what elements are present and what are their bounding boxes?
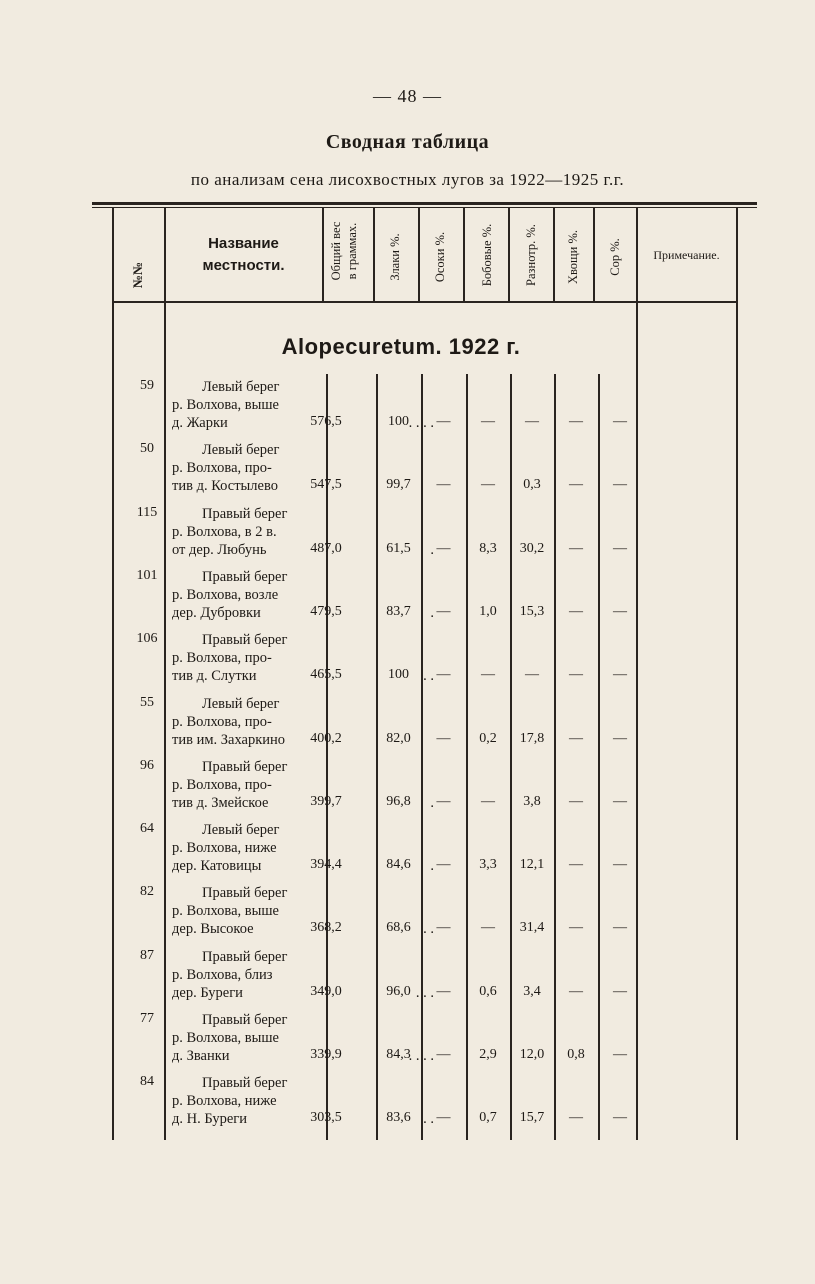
location-line1: Левый берег xyxy=(202,695,280,712)
location-line1: Правый берег xyxy=(202,505,288,522)
location-line3-text: тив им. Захаркино xyxy=(172,731,286,748)
value-horsetails: — xyxy=(569,603,583,619)
value-legumes: 0,2 xyxy=(479,730,497,746)
location-line1: Правый берег xyxy=(202,758,288,775)
value-horsetails: — xyxy=(569,477,583,493)
column-divider xyxy=(553,207,555,303)
value-sedges: — xyxy=(436,1110,451,1126)
value-sedges: — xyxy=(436,414,451,429)
location-line3-text: тив д. Костылево xyxy=(172,478,278,495)
value-sedges: — xyxy=(436,1047,451,1062)
column-divider xyxy=(593,207,595,303)
value-grasses: 83,6 xyxy=(386,1110,411,1126)
value-weight: 349,0 xyxy=(310,983,342,999)
location-line3-dots: . . xyxy=(423,921,434,938)
location-line3-text: тив д. Слутки xyxy=(172,668,257,685)
table-row xyxy=(112,1074,752,1136)
table-title: Сводная таблица xyxy=(325,131,490,153)
location-line2: р. Волхова, ниже xyxy=(172,1093,277,1110)
row-number: 96 xyxy=(140,757,154,773)
value-weight: 339,9 xyxy=(310,1047,342,1062)
location-line2: р. Волхова, возле xyxy=(172,586,279,603)
location-line2: р. Волхова, про- xyxy=(172,776,272,793)
row-number: 84 xyxy=(140,1074,154,1090)
value-sedges: — xyxy=(436,793,451,809)
value-forbs: 15,7 xyxy=(519,1110,545,1126)
location-line1: Левый берег xyxy=(202,379,280,395)
location-line3-text: дер. Буреги xyxy=(172,984,243,1001)
header-legumes: Бобовые %. xyxy=(480,223,494,287)
table-row xyxy=(112,948,752,1010)
value-weeds: — xyxy=(613,793,627,809)
section-title: Alopecuretum. 1922 г. xyxy=(281,334,521,359)
value-weight: 400,2 xyxy=(310,730,342,746)
value-horsetails: — xyxy=(569,730,583,746)
value-forbs: 30,2 xyxy=(519,540,545,556)
location-line2: р. Волхова, выше xyxy=(172,397,279,413)
location-line3-text: д. Н. Буреги xyxy=(172,1111,247,1128)
value-weight: 368,2 xyxy=(310,920,342,936)
column-divider xyxy=(322,207,324,303)
value-sedges: — xyxy=(436,667,451,683)
location-line2: р. Волхова, про- xyxy=(172,650,272,667)
location-line2: р. Волхова, про- xyxy=(172,460,272,477)
value-horsetails: — xyxy=(569,983,583,999)
header-forbs: Разнотр. %. xyxy=(524,224,538,286)
value-sedges: — xyxy=(436,983,451,999)
location-line3-text: дер. Катовицы xyxy=(172,858,262,875)
location-line3-text: дер. Высокое xyxy=(172,921,254,938)
header-name-line2: местности. xyxy=(202,257,285,274)
location-line3-dots: . xyxy=(430,604,434,621)
location-line3-text: от дер. Любунь xyxy=(172,541,267,558)
value-grasses: 82,0 xyxy=(386,730,411,746)
location-line3-dots: . . . xyxy=(415,984,434,1001)
value-weeds: — xyxy=(613,983,627,999)
value-legumes: 3,3 xyxy=(479,857,497,873)
location-line1: Правый берег xyxy=(202,568,288,585)
location-line3-dots: . . . . xyxy=(408,1048,434,1064)
value-weeds: — xyxy=(613,1110,627,1126)
value-forbs: 31,4 xyxy=(519,920,545,936)
value-weeds: — xyxy=(613,414,627,429)
location-line3-dots: . . . . xyxy=(408,415,434,431)
value-weight: 394,4 xyxy=(310,857,342,873)
location-line1: Левый берег xyxy=(202,442,280,459)
value-forbs: 15,3 xyxy=(519,603,545,619)
value-horsetails: — xyxy=(569,540,583,556)
table-row xyxy=(112,568,752,630)
value-grasses: 83,7 xyxy=(386,603,411,619)
location-line1: Правый берег xyxy=(202,632,288,649)
table-subtitle: по анализам сена лисохвостных лугов за 1922—1925 г.г. xyxy=(190,170,625,189)
row-number: 77 xyxy=(140,1011,154,1026)
value-legumes: — xyxy=(481,414,495,429)
location-line3-dots: . xyxy=(430,858,434,875)
location-line3-text: д. Званки xyxy=(172,1048,230,1064)
table-row xyxy=(112,505,752,567)
row-number: 115 xyxy=(136,504,158,520)
value-legumes: 1,0 xyxy=(479,603,497,619)
value-legumes: 0,7 xyxy=(479,1110,497,1126)
value-grasses: 96,8 xyxy=(386,793,411,809)
location-line1: Правый берег xyxy=(202,1075,288,1092)
value-legumes: 8,3 xyxy=(479,540,497,556)
location-line1: Правый берег xyxy=(202,1012,288,1028)
value-grasses: 61,5 xyxy=(386,540,411,556)
value-forbs: — xyxy=(525,414,539,429)
top-rule-thin xyxy=(92,207,757,208)
header-note: Примечание. xyxy=(653,247,720,262)
value-legumes: 0,6 xyxy=(479,983,497,999)
row-number: 59 xyxy=(140,378,154,393)
value-weight: 576,5 xyxy=(310,414,342,429)
header-grasses: Злаки %. xyxy=(388,233,402,281)
row-number: 82 xyxy=(140,884,154,900)
value-forbs: 0,3 xyxy=(523,477,541,493)
value-legumes: — xyxy=(481,667,495,683)
value-horsetails: 0,8 xyxy=(567,1047,585,1062)
location-line2: р. Волхова, выше xyxy=(172,903,279,920)
header-number: №№ xyxy=(130,261,145,289)
column-divider xyxy=(463,207,465,303)
location-line1: Правый берег xyxy=(202,885,288,902)
value-horsetails: — xyxy=(569,414,583,429)
column-divider xyxy=(418,207,420,303)
value-weight: 303,5 xyxy=(310,1110,342,1126)
value-forbs: 3,4 xyxy=(523,983,541,999)
value-weight: 547,5 xyxy=(310,477,342,493)
row-number: 106 xyxy=(136,631,158,647)
value-legumes: — xyxy=(481,920,495,936)
header-name-line1: Название xyxy=(208,235,279,252)
header-weight-line1: Общий вес xyxy=(329,221,343,281)
row-number: 50 xyxy=(140,441,154,457)
table-row xyxy=(112,821,752,883)
value-weeds: — xyxy=(613,540,627,556)
value-horsetails: — xyxy=(569,920,583,936)
top-rule xyxy=(92,202,757,205)
location-line3-text: тив д. Змейское xyxy=(172,794,269,811)
header-weeds: Сор %. xyxy=(608,238,622,276)
value-grasses: 68,6 xyxy=(386,920,411,936)
value-weight: 487,0 xyxy=(310,540,342,556)
value-sedges: — xyxy=(436,540,451,556)
value-horsetails: — xyxy=(569,793,583,809)
value-sedges: — xyxy=(436,857,451,873)
value-legumes: 2,9 xyxy=(479,1047,497,1062)
value-sedges: — xyxy=(436,603,451,619)
location-line3-dots: . xyxy=(430,541,434,558)
row-number: 64 xyxy=(140,821,154,837)
value-weeds: — xyxy=(613,667,627,683)
page-number: — 48 — xyxy=(373,86,442,106)
location-line1: Левый берег xyxy=(202,822,280,839)
table-row xyxy=(112,631,752,693)
table-row xyxy=(112,378,752,440)
value-grasses: 100 xyxy=(388,667,409,683)
column-divider xyxy=(373,207,375,303)
value-weeds: — xyxy=(613,603,627,619)
location-line3-dots: . . xyxy=(423,1111,434,1128)
value-sedges: — xyxy=(436,920,451,936)
value-forbs: 12,0 xyxy=(519,1047,545,1062)
value-weight: 399,7 xyxy=(310,793,342,809)
location-line3-text: дер. Дубровки xyxy=(172,604,261,621)
row-number: 87 xyxy=(140,947,154,963)
value-forbs: 12,1 xyxy=(519,857,545,873)
header-horsetails: Хвощи %. xyxy=(566,229,580,285)
value-weight: 479,5 xyxy=(310,603,342,619)
table-row xyxy=(112,758,752,820)
column-divider xyxy=(508,207,510,303)
row-number: 55 xyxy=(140,694,154,710)
header-rule xyxy=(112,301,737,303)
value-weight: 465,5 xyxy=(310,667,342,683)
table-row xyxy=(112,1011,752,1073)
value-weeds: — xyxy=(613,1047,627,1062)
location-line3-dots: . xyxy=(430,794,434,811)
value-forbs: — xyxy=(525,667,539,683)
value-weeds: — xyxy=(613,730,627,746)
value-sedges: — xyxy=(436,730,451,746)
value-grasses: 84,6 xyxy=(386,857,411,873)
location-line2: р. Волхова, про- xyxy=(172,713,272,730)
value-weeds: — xyxy=(613,477,627,493)
location-line2: р. Волхова, выше xyxy=(172,1030,279,1046)
location-line2: р. Волхова, ниже xyxy=(172,840,277,857)
table-row xyxy=(112,884,752,946)
value-legumes: — xyxy=(481,793,495,809)
value-horsetails: — xyxy=(569,667,583,683)
value-forbs: 3,8 xyxy=(523,793,541,809)
value-grasses: 84,3 xyxy=(386,1047,411,1062)
value-horsetails: — xyxy=(569,857,583,873)
location-line2: р. Волхова, близ xyxy=(172,966,273,983)
value-horsetails: — xyxy=(569,1110,583,1126)
value-grasses: 100 xyxy=(388,414,409,429)
location-line3-dots: . . xyxy=(423,668,434,685)
value-grasses: 96,0 xyxy=(386,983,411,999)
value-legumes: — xyxy=(481,477,495,493)
table-row xyxy=(112,695,752,757)
location-line2: р. Волхова, в 2 в. xyxy=(172,523,277,540)
location-line1: Правый берег xyxy=(202,948,288,965)
value-forbs: 17,8 xyxy=(519,730,545,746)
value-weeds: — xyxy=(613,920,627,936)
value-weeds: — xyxy=(613,857,627,873)
row-number: 101 xyxy=(136,567,158,583)
location-line3-text: д. Жарки xyxy=(172,415,228,431)
table-row xyxy=(112,441,752,503)
value-sedges: — xyxy=(436,477,451,493)
header-name xyxy=(165,220,322,290)
header-weight-line2: в граммах. xyxy=(345,222,359,280)
value-grasses: 99,7 xyxy=(386,477,411,493)
header-sedges: Осоки %. xyxy=(433,231,447,283)
